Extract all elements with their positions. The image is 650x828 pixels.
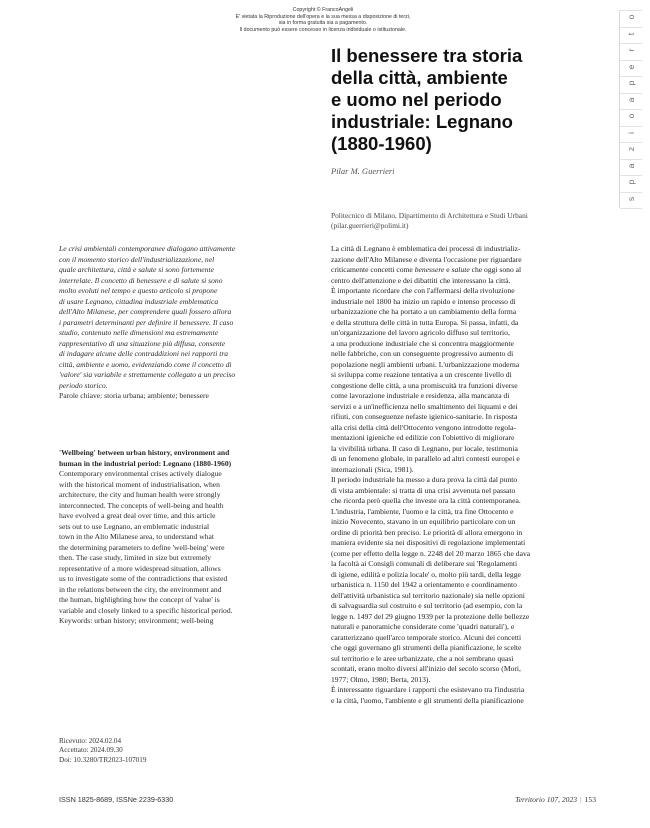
abstract-it-line: 'valore' sia variabile e strettamente collegato a un preciso bbox=[59, 370, 236, 379]
abstract-en-line: the human, highlighting how the concept of 'value' is bbox=[59, 595, 220, 604]
section-label-spazio-aperto bbox=[619, 10, 642, 208]
abstract-italian bbox=[59, 244, 314, 402]
abstract-it-line: molto evoluti nel tempo e questo articolo si propone bbox=[59, 286, 218, 295]
abstract-en-line: us to investigate some of the contradictions that existed bbox=[59, 574, 228, 583]
abstract-en-line: have evolved a great deal over time, and this article bbox=[59, 511, 216, 520]
body-line: nelle fabbriche, con un conseguente progressivo aumento di bbox=[331, 349, 514, 358]
abstract-en-line: sets out to use Legnano, an emblematic industrial bbox=[59, 521, 210, 531]
title-line: e uomo nel periodo bbox=[331, 89, 502, 110]
abstract-it-line: città, ambiente e uomo, evidenziando come il concetto di bbox=[59, 359, 232, 369]
body-line: mentazioni igieniche ed edilizie con l'obiettivo di migliorare bbox=[331, 433, 515, 442]
abstract-en-line: then. The case study, limited in size but extremely bbox=[59, 553, 212, 562]
body-line: congestione delle città, a una promiscuità tra funzioni diverse bbox=[331, 380, 518, 390]
body-line: un'organizzazione del lavoro agricolo diffuso sul territorio, bbox=[331, 328, 510, 337]
abstract-it-line: i parametri determinanti per definire il benessere. Il caso bbox=[59, 317, 234, 327]
side-letter: p bbox=[626, 80, 636, 86]
page-number: 153 bbox=[584, 795, 596, 804]
author-name: Pilar M. Guerrieri bbox=[331, 166, 395, 176]
abstract-en-line: with the historical moment of industrialisation, when bbox=[59, 479, 220, 489]
body-line: di salvaguardia sul costruito e sul territorio (ad esempio, con la bbox=[331, 601, 523, 610]
abstract-it-line: Le crisi ambientali contemporanee dialogano attivamente bbox=[59, 244, 236, 253]
side-letter: t bbox=[626, 32, 636, 35]
abstract-en-title-line: human in the industrial period: Legnano (1880-1960) bbox=[59, 458, 232, 468]
body-line: L'industria, l'ambiente, l'uomo e la città, tra fine Ottocento e bbox=[331, 506, 514, 516]
side-letter: p bbox=[626, 179, 636, 185]
abstract-it-line: rappresentativo di una situazione più diffusa, consente bbox=[59, 338, 226, 348]
abstract-english bbox=[59, 448, 314, 627]
body-line: sul territorio e le aree urbanizzate, che a noi sembrano quasi bbox=[331, 653, 514, 663]
abstract-en-line: town in the Alto Milanese area, to understand what bbox=[59, 532, 215, 541]
abstract-it-line: di indagare alcune delle contraddizioni nei rapporti tra bbox=[59, 349, 229, 358]
affiliation-line: Politecnico di Milano, Dipartimento di Architettura e Studi Urbani bbox=[331, 211, 528, 220]
abstract-it-line: dell'Alto Milanese, per comprendere quali fossero allora bbox=[59, 307, 232, 316]
body-line: dell'attività urbanistica sul territorio nazionale) sia nelle opzioni bbox=[331, 590, 525, 600]
abstract-en-line: in the relations between the city, the environment and bbox=[59, 584, 222, 594]
side-letter: a bbox=[626, 97, 636, 103]
body-line: maniera evidente sia nei dispositivi di regolazione implementati bbox=[331, 538, 526, 547]
body-line: caratterizzano quell'arco temporale storico. Alcuni dei concetti bbox=[331, 632, 522, 642]
copyright-line: E' vietata la Riproduzione dell'opera e la sua messa a disposizione di terzi, bbox=[235, 13, 411, 20]
body-line: (come per effetto della legge n. 2248 del 20 marzo 1865 che dava bbox=[331, 548, 531, 558]
abstract-en-line: the determining parameters to define 'well-being' were bbox=[59, 542, 225, 552]
body-line: legge n. 1497 del 29 giugno 1939 per la protezione delle bellezze bbox=[331, 611, 530, 621]
affiliation-email[interactable]: (pilar.guerrieri@polimi.it) bbox=[331, 221, 409, 230]
side-letter: r bbox=[626, 48, 636, 52]
body-line: scontati, erano molto diversi all'inizio del secolo scorso (Mori, bbox=[331, 664, 521, 673]
side-letter: o bbox=[626, 14, 636, 20]
body-line: e della struttura delle città in tutta Europa. Si passa, infatti, da bbox=[331, 317, 519, 327]
abstract-it-line: interrelate. Il concetto di benessere e di salute si sono bbox=[59, 275, 223, 285]
copyright-line: Copyright © FrancoAngeli bbox=[292, 7, 354, 13]
copyright-line: sia in forma gratuita sia a pagamento. bbox=[278, 20, 368, 27]
footer-separator: | bbox=[580, 795, 582, 804]
body-line: industriale nel 1800 ha inizio un rapido e intenso processo di bbox=[331, 296, 516, 306]
body-line: urbanistica n. 1150 del 1942 a orientamento e coordinamento bbox=[331, 580, 517, 589]
body-line: che oggi governano gli strumenti della pianificazione, le scelte bbox=[331, 643, 522, 652]
body-line: a una produzione industriale che si concentra maggiormente bbox=[331, 338, 514, 348]
title-line: industriale: Legnano bbox=[331, 111, 513, 132]
abstract-en-title-line: 'Wellbeing' between urban history, environment and bbox=[59, 448, 230, 457]
body-line: È interessante riguardare i rapporti che esistevano tra l'industria bbox=[331, 685, 525, 694]
body-line: zazione dell'Alto Milanese e diventa l'occasione per riguardare bbox=[331, 254, 522, 264]
side-letter: a bbox=[626, 163, 636, 169]
body-line: inizio Novecento, stavano in un equilibrio particolare con un bbox=[331, 517, 516, 526]
abstract-en-line: variable and closely linked to a specific historical period. bbox=[59, 605, 233, 615]
abstract-it-line: quale architettura, città e salute si sono fortemente bbox=[59, 265, 214, 274]
copyright-notice bbox=[205, 7, 441, 33]
side-letter: e bbox=[626, 64, 636, 70]
abstract-en-line: Keywords: urban history; environment; well-being bbox=[59, 616, 214, 625]
body-line: alla crisi della città dell'Ottocento vengono introdotte regola- bbox=[331, 422, 517, 432]
body-line: di un fenomeno globale, in parallelo ad altri contesti europei e bbox=[331, 454, 520, 463]
abstract-it-line: di usare Legnano, cittadina industriale emblematica bbox=[59, 296, 219, 306]
body-line: che ricorda però quella che investe ora la città contemporanea. bbox=[331, 496, 521, 505]
body-line: si sviluppa come reazione tentativa a un crescente livello di bbox=[331, 370, 512, 379]
author-affiliation bbox=[331, 211, 611, 231]
journal-name: Territorio 107, 2023 bbox=[515, 795, 578, 804]
body-line: centro dell'attenzione e dei dibattiti che interessano la città. bbox=[331, 275, 511, 285]
abstract-it-line: studio, contenuto nelle dimensioni ma estremamente bbox=[59, 328, 219, 337]
abstract-en-line: representative of a more widespread situation, allows bbox=[59, 563, 221, 573]
date-line: Ricevuto: 2024.02.04 bbox=[59, 737, 122, 745]
article-title bbox=[331, 45, 611, 155]
title-line: Il benessere tra storia bbox=[331, 45, 523, 66]
abstract-en-line: Contemporary environmental crises actively dialogue bbox=[59, 469, 222, 478]
article-dates bbox=[59, 737, 259, 765]
body-line: e la città, l'uomo, l'ambiente e gli strumenti della pianificazione bbox=[331, 695, 524, 705]
body-line: ordine di priorità ben preciso. Le priorità di allora emergono in bbox=[331, 527, 523, 537]
body-line: di igiene, edilità e polizia locale' o, molto più tardi, della legge bbox=[331, 569, 521, 579]
body-line: naturali e panoramiche considerate come 'quadri naturali'), e bbox=[331, 622, 515, 631]
side-divider bbox=[620, 208, 642, 209]
side-letter: z bbox=[626, 147, 636, 152]
body-line: criticamente concetti come benessere e salute che oggi sono al bbox=[331, 265, 522, 274]
keywords-italian: Parole chiave: storia urbana; ambiente; benessere bbox=[59, 391, 209, 400]
side-letter: s bbox=[626, 196, 636, 201]
body-line: la facoltà ai Consigli comunali di deliberare sui 'Regolamenti bbox=[331, 559, 518, 568]
side-letter: o bbox=[626, 113, 636, 119]
body-line: rifiuti, con conseguenze nefaste igienico-sanitarie. In risposta bbox=[331, 412, 518, 421]
abstract-it-line: periodo storico. bbox=[59, 380, 108, 390]
title-line: (1880-1960) bbox=[331, 133, 432, 154]
body-line: di vista ambientale: si tratta di una crisi avvenuta nel passato bbox=[331, 485, 516, 495]
body-line: urbanizzazione che ha portato a un cambiamento della forma bbox=[331, 307, 517, 316]
footer-issn: ISSN 1825-8689, ISSNe 2239-6330 bbox=[59, 795, 174, 804]
copyright-line: Il documento può essere concesso in licenza individuale o istituzionale. bbox=[239, 26, 407, 33]
body-line: la vivibilità urbana. Il caso di Legnano, pur locale, testimonia bbox=[331, 443, 518, 453]
abstract-en-line: architecture, the city and human health were strongly bbox=[59, 490, 221, 499]
body-line: Il periodo industriale ha messo a dura prova la città dal punto bbox=[331, 475, 518, 484]
body-line: popolazione negli ambienti urbani. L'urbanizzazione moderna bbox=[331, 359, 520, 369]
abstract-en-line: interconnected. The concepts of well-being and health bbox=[59, 500, 224, 510]
body-line: La città di Legnano è emblematica dei processi di industrializ- bbox=[331, 244, 521, 253]
body-line: servizi e a un'inefficienza nello smaltimento dei liquami e dei bbox=[331, 401, 518, 411]
date-line: Accettato: 2024.09.30 bbox=[59, 746, 123, 755]
title-line: della città, ambiente bbox=[331, 67, 508, 88]
abstract-it-line: con il momento storico dell'industrializzazione, nel bbox=[59, 254, 215, 264]
body-line: internazionali (Sica, 1981). bbox=[331, 464, 414, 474]
body-line: È importante ricordare che con l'affermarsi della rivoluzione bbox=[331, 286, 515, 295]
body-line: come lavorazione industriale e residenza, alla mancanza di bbox=[331, 391, 510, 400]
side-letter: i bbox=[626, 131, 636, 134]
article-body bbox=[331, 244, 593, 706]
body-line: 1977; Olmo, 1980; Berta, 2013). bbox=[331, 674, 431, 684]
footer-journal bbox=[466, 795, 596, 804]
date-line: Doi: 10.3280/TR2023-107019 bbox=[59, 755, 147, 764]
